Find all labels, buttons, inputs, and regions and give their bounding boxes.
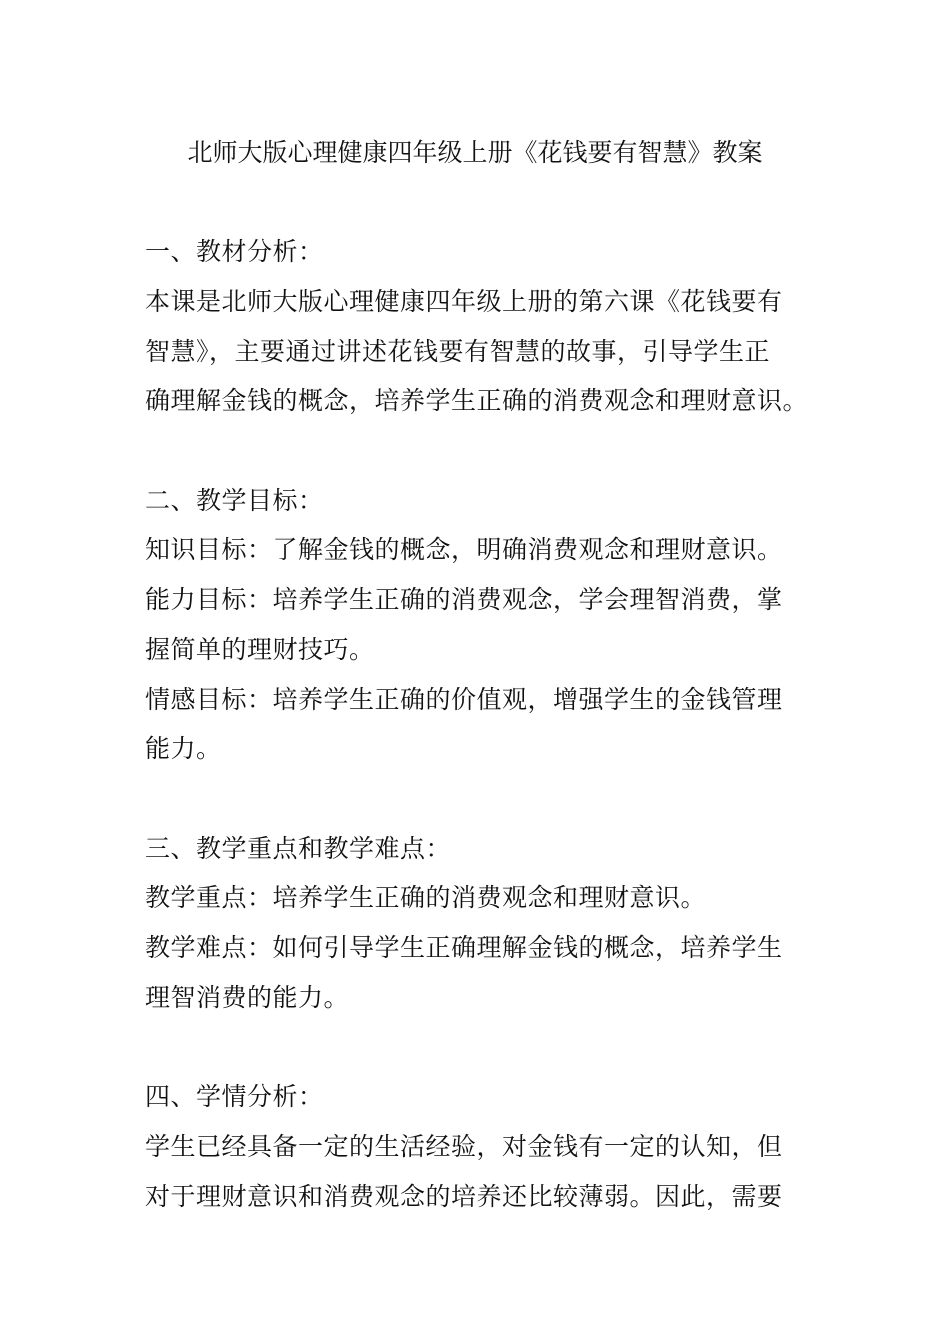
section-heading: 四、学情分析：: [145, 1082, 324, 1111]
paragraph-line: 本课是北师大版心理健康四年级上册的第六课《花钱要有: [145, 287, 783, 316]
paragraph-line: 知识目标：了解金钱的概念，明确消费观念和理财意识。: [145, 535, 783, 564]
paragraph-line: 能力。: [145, 734, 222, 763]
paragraph-line: 情感目标：培养学生正确的价值观，增强学生的金钱管理: [145, 685, 783, 714]
section-heading: 三、教学重点和教学难点：: [145, 834, 452, 863]
section-heading: 一、教材分析：: [145, 237, 324, 266]
paragraph-line: 握简单的理财技巧。: [145, 635, 375, 664]
paragraph-line: 对于理财意识和消费观念的培养还比较薄弱。因此，需要: [145, 1182, 783, 1211]
paragraph-line: 学生已经具备一定的生活经验，对金钱有一定的认知，但: [145, 1132, 783, 1161]
paragraph-line: 智慧》，主要通过讲述花钱要有智慧的故事，引导学生正: [145, 337, 771, 366]
section-heading: 二、教学目标：: [145, 486, 324, 515]
paragraph-line: 理智消费的能力。: [145, 983, 350, 1012]
paragraph-line: 教学重点：培养学生正确的消费观念和理财意识。: [145, 883, 707, 912]
paragraph-line: 能力目标：培养学生正确的消费观念，学会理智消费，掌: [145, 585, 783, 614]
document-title: 北师大版心理健康四年级上册《花钱要有智慧》教案: [187, 138, 763, 167]
paragraph-line: 确理解金钱的概念，培养学生正确的消费观念和理财意识。: [145, 386, 809, 415]
paragraph-line: 教学难点：如何引导学生正确理解金钱的概念，培养学生: [145, 933, 783, 962]
